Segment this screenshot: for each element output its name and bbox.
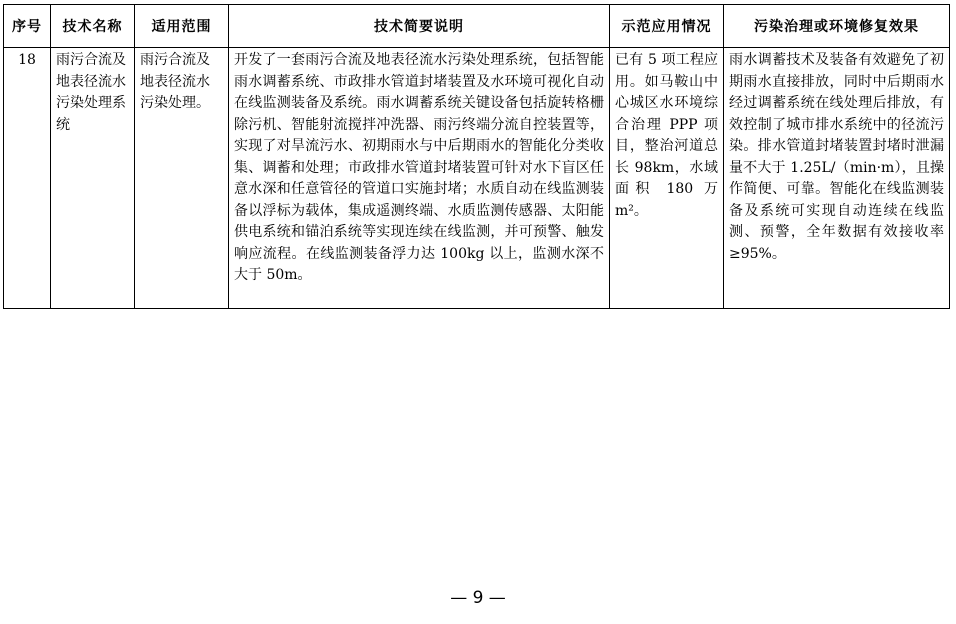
- cell-effect: 雨水调蓄技术及装备有效避免了初期雨水直接排放，同时中后期雨水经过调蓄系统在线处理后排放，有效控制了城市排水系统中的径流污染。排水管道封堵装置封堵时泄漏量不大于 1.25L/（min·m），且操作简便、可靠。智能化在线监测装备及系统可实现自动连续在线监测、预警，全年数据有效接收率≥95%。: [724, 48, 950, 309]
- cell-no: 18: [4, 48, 51, 309]
- cell-demo: 已有 5 项工程应用。如马鞍山中心城区水环境综合治理 PPP 项目，整治河道总长 98km，水域面积 180 万 m²。: [610, 48, 724, 309]
- header-no: 序号: [4, 5, 51, 48]
- page-number: — 9 —: [450, 588, 506, 608]
- technology-table: [3, 4, 950, 309]
- header-tech-name: 技术名称: [51, 5, 135, 48]
- cell-tech-name: 雨污合流及地表径流水污染处理系统: [51, 48, 135, 309]
- header-description: 技术简要说明: [229, 5, 610, 48]
- header-demo: 示范应用情况: [610, 5, 724, 48]
- header-scope: 适用范围: [135, 5, 229, 48]
- cell-scope: 雨污合流及地表径流水污染处理。: [135, 48, 229, 309]
- table-header-row: [4, 5, 950, 48]
- header-effect: 污染治理或环境修复效果: [724, 5, 950, 48]
- cell-description: 开发了一套雨污合流及地表径流水污染处理系统，包括智能雨水调蓄系统、市政排水管道封堵装置及水环境可视化自动在线监测装备及系统。雨水调蓄系统关键设备包括旋转格栅除污机、智能射流搅拌冲洗器、雨污终端分流自控装置等，实现了对旱流污水、初期雨水与中后期雨水的智能化分类收集、调蓄和处理；市政排水管道封堵装置可针对水下盲区任意水深和任意管径的管道口实施封堵；水质自动在线监测装备以浮标为载体，集成遥测终端、水质监测传感器、太阳能供电系统和锚泊系统等实现连续在线监测，并可预警、触发响应流程。在线监测装备浮力达 100kg 以上，监测水深不大于 50m。: [229, 48, 610, 309]
- table-row: [4, 48, 950, 309]
